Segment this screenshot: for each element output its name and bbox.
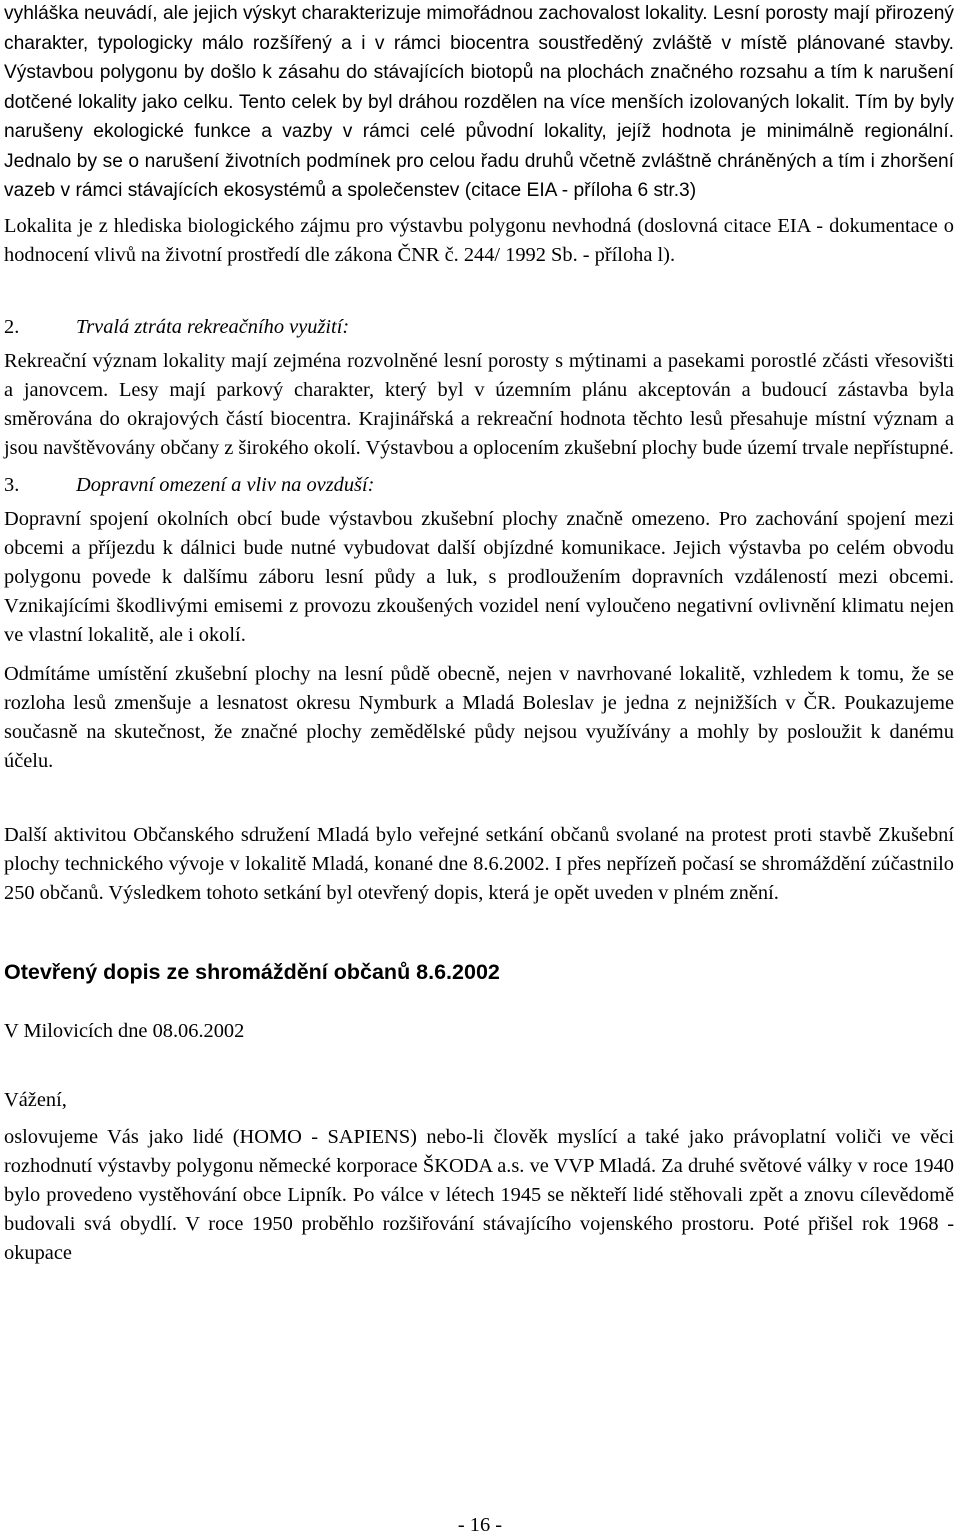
page-number: - 16 - (457, 1514, 503, 1536)
section-heading-recreation (4, 313, 954, 342)
section-title: Trvalá ztráta rekreačního využití: (76, 315, 350, 338)
paragraph-biology-continued: vyhláška neuvádí, ale jejich výskyt charakterizuje mimořádnou zachovalost lokality. Lesní porosty mají přirozený charakter, typologicky málo rozšířený a i v rámci biocentra soustředěný zvláště v místě plánované stavby. Výstavbou polygonu by došlo k zásahu do stávajících biotopů na plochách značného rozsahu a tím k narušení dotčené lokality jako celku. Tento celek by byl dráhou rozdělen na více menších izolovaných lokalit. Tím by byly narušeny ekologické funkce a vazby v rámci celé původní lokality, jejíž hodnota je minimálně regionální. Jednalo by se o narušení životních podmínek pro celou řadu druhů včetně zvláštně chráněných a tím i zhoršení vazeb v rámci stávajících ekosystémů a společenstev (citace EIA - příloha 6 str.3) (4, 3, 954, 201)
section-number: 2. (4, 315, 20, 338)
paragraph-letter-body: oslovujeme Vás jako lidé (HOMO - SAPIENS) nebo-li člověk myslící a také jako právoplatní voliči ve věci rozhodnutí výstavby polygonu německé korporace ŠKODA a.s. ve VVP Mladá. Za druhé světové války v roce 1940 bylo provedeno vystěhování obce Lipník. Po válce v létech 1945 se někteří lidé stěhovali zpět a znovu cílevědomě budovali svá obydlí. V roce 1950 proběhlo rozšiřování stávajícího vojenského prostoru. Poté přišel rok 1968 - okupace (4, 1125, 954, 1264)
section-heading-traffic (4, 471, 954, 500)
paragraph-locality-unsuitable: Lokalita je z hlediska biologického zájmu pro výstavbu polygonu nevhodná (doslovná citace EIA - dokumentace o hodnocení vlivů na životní prostředí dle zákona ČNR č. 244/ 1992 Sb. - příloha l). (4, 214, 954, 266)
section-number: 3. (4, 473, 20, 496)
paragraph-recreation: Rekreační význam lokality mají zejména rozvolněné lesní porosty s mýtinami a pasekami porostlé zčásti vřesovišti a janovcem. Lesy mají parkový charakter, který byl v územním plánu akceptován a budoucí zástavba byla směrována do okrajových částí biocentra. Krajinářská a rekreační hodnota těchto lesů přesahuje místní význam a jsou navštěvovány občany z širokého okolí. Výstavbou a oplocením zkušební plochy bude území trvale nepřístupné. (4, 349, 954, 459)
document-page (4, 0, 954, 1268)
letter-heading: Otevřený dopis ze shromáždění občanů 8.6.2002 (4, 959, 500, 984)
letter-place-date: V Milovicích dne 08.06.2002 (4, 1019, 245, 1042)
paragraph-traffic: Dopravní spojení okolních obcí bude výstavbou zkušební plochy značně omezeno. Pro zachování spojení mezi obcemi a příjezdu k dálnici bude nutné vybudovat další objízdné komunikace. Jejich výstavba po celém obvodu polygonu povede k dalšímu záboru lesní půdy a luk, s prodloužením dopravních vzdáleností mezi obcemi. Vznikajícími škodlivými emisemi z provozu zkoušených vozidel není vyloučeno negativní ovlivnění klimatu nejen ve vlastní lokalitě, ale i okolí. (4, 507, 954, 646)
section-title: Dopravní omezení a vliv na ovzduší: (76, 473, 375, 496)
letter-salutation: Vážení, (4, 1088, 67, 1111)
paragraph-public-meeting: Další aktivitou Občanského sdružení Mladá bylo veřejné setkání občanů svolané na protest proti stavbě Zkušební plochy technického vývoje v lokalitě Mladá, konané dne 8.6.2002. I přes nepřízeň počasí se shromáždění zúčastnilo 250 občanů. Výsledkem tohoto setkání byl otevřený dopis, která je opět uveden v plném znění. (4, 823, 954, 904)
paragraph-rejection: Odmítáme umístění zkušební plochy na lesní půdě obecně, nejen v navrhované lokalitě, vzhledem k tomu, že se rozloha lesů zmenšuje a lesnatost okresu Nymburk a Mladá Boleslav je jedna z nejnižších v ČR. Poukazujeme současně na skutečnost, že značné plochy zemědělské půdy nejsou využívány a mohly by posloužit k danému účelu. (4, 662, 954, 772)
